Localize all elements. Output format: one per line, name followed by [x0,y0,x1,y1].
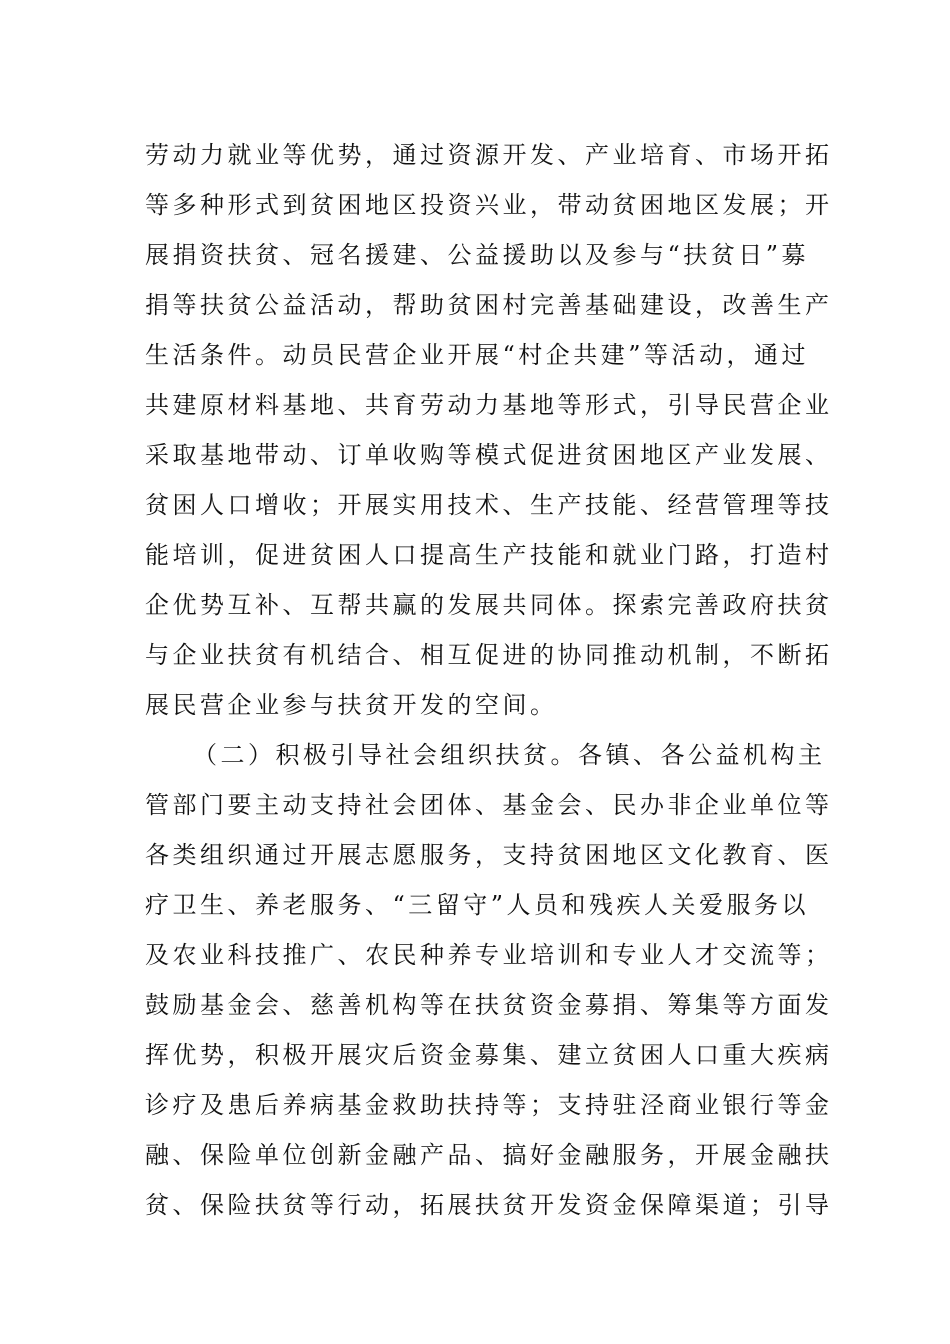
text-line: 劳动力就业等优势，通过资源开发、产业培育、市场开拓 [145,141,833,169]
text-line: 管部门要主动支持社会团体、基金会、民办非企业单位等 [145,791,833,819]
text-line: 挥优势，积极开展灾后资金募集、建立贫困人口重大疾病 [145,1041,833,1069]
text-line: （二）积极引导社会组织扶贫。各镇、各公益机构主 [193,741,826,769]
text-line: 共建原材料基地、共育劳动力基地等形式，引导民营企业 [145,391,833,419]
text-line: 生活条件。动员民营企业开展“村企共建”等活动，通过 [145,341,810,369]
paragraph-2 [145,730,833,1230]
text-line: 及农业科技推广、农民种养专业培训和专业人才交流等； [145,941,833,969]
text-line: 捐等扶贫公益活动，帮助贫困村完善基础建设，改善生产 [145,291,833,319]
text-line: 等多种形式到贫困地区投资兴业，带动贫困地区发展；开 [145,191,833,219]
text-line: 能培训，促进贫困人口提高生产技能和就业门路，打造村 [145,541,833,569]
text-line: 鼓励基金会、慈善机构等在扶贫资金募捐、筹集等方面发 [145,991,833,1019]
text-line: 企优势互补、互帮共赢的发展共同体。探索完善政府扶贫 [145,591,833,619]
text-line: 展捐资扶贫、冠名援建、公益援助以及参与“扶贫日”募 [145,241,810,269]
text-line: 贫困人口增收；开展实用技术、生产技能、经营管理等技 [145,491,833,519]
text-line: 融、保险单位创新金融产品、搞好金融服务，开展金融扶 [145,1141,833,1169]
paragraph-1 [145,130,833,730]
document-body [145,130,833,1230]
text-line: 诊疗及患后养病基金救助扶持等；支持驻泾商业银行等金 [145,1091,833,1119]
text-line: 疗卫生、养老服务、“三留守”人员和残疾人关爱服务以 [145,891,810,919]
text-line: 贫、保险扶贫等行动，拓展扶贫开发资金保障渠道；引导 [145,1191,833,1219]
text-line: 与企业扶贫有机结合、相互促进的协同推动机制，不断拓 [145,641,833,669]
text-line: 展民营企业参与扶贫开发的空间。 [145,691,558,719]
text-line: 各类组织通过开展志愿服务，支持贫困地区文化教育、医 [145,841,833,869]
text-line: 采取基地带动、订单收购等模式促进贫困地区产业发展、 [145,441,833,469]
